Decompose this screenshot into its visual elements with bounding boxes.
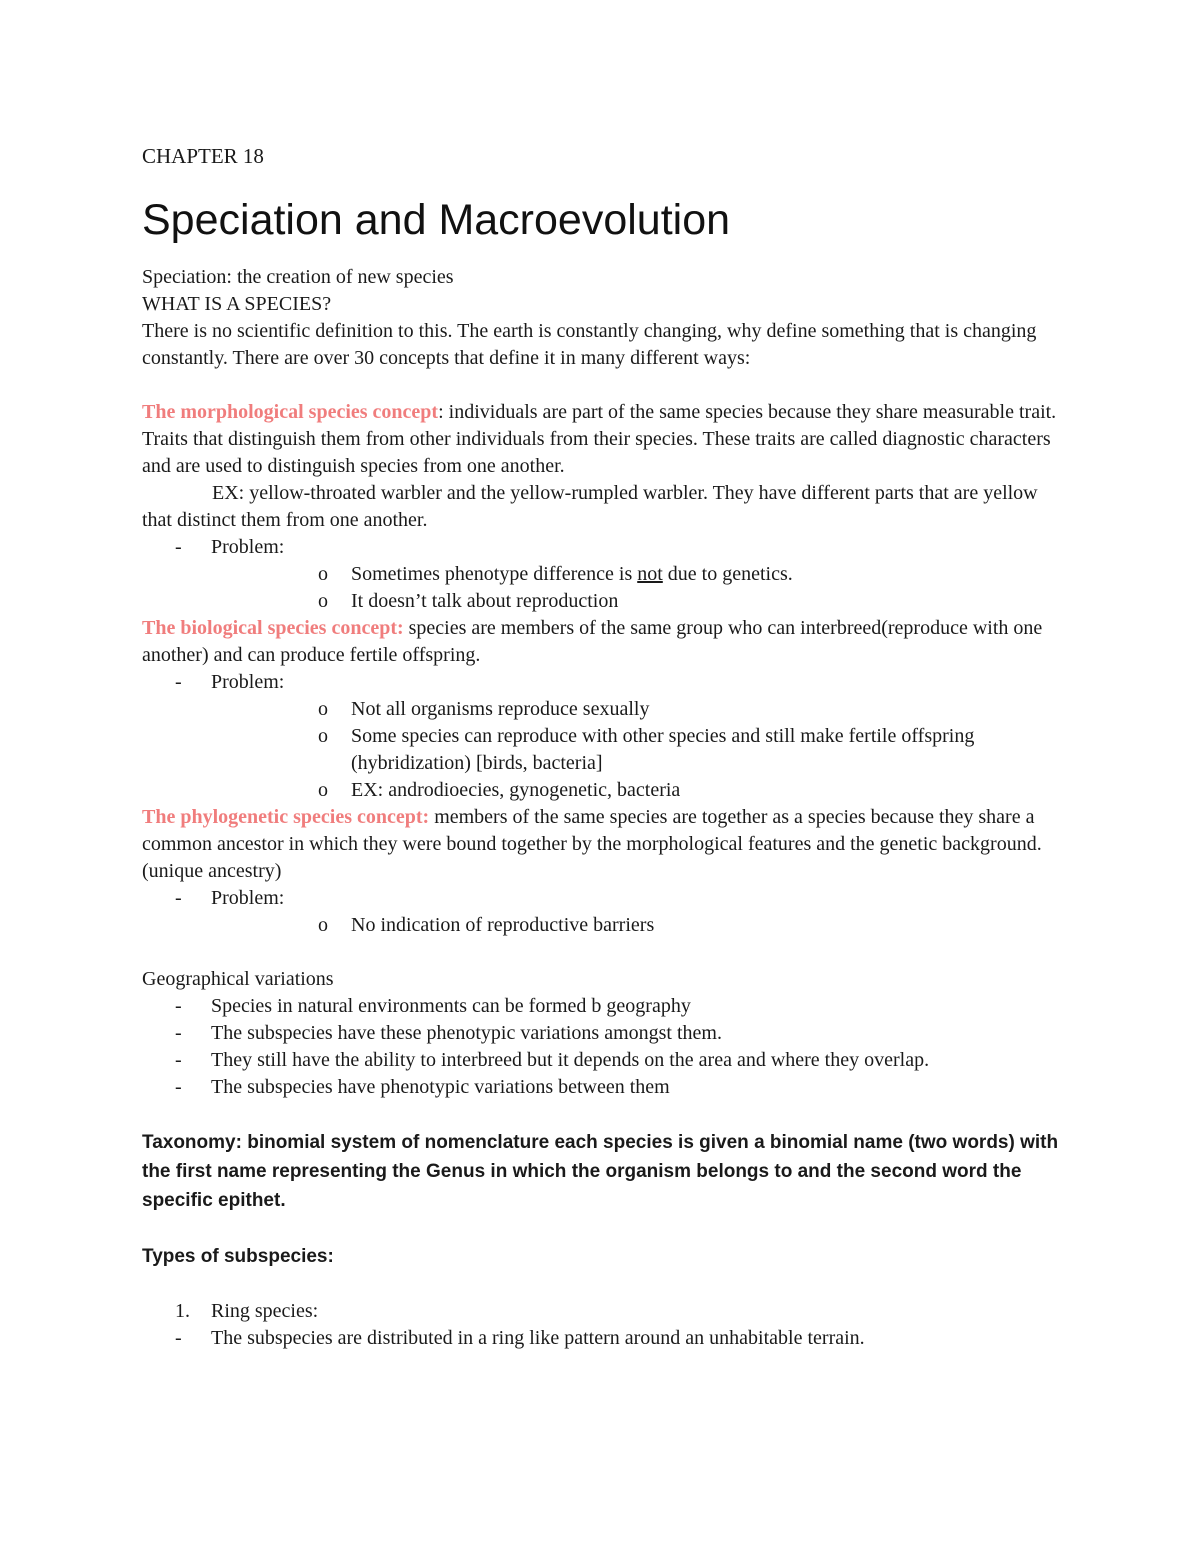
species-question: WHAT IS A SPECIES? [142,293,332,315]
morphological-text: individuals are part of the same species because they share measurable trait. Traits that distinguish them from other individuals from their species. These traits are called diagnostic characters and are used to distinguish species from one another. [142,401,1057,477]
taxonomy-paragraph: Taxonomy: binomial system of nomenclature each species is given a binomial name (two words) with the first name representing the Genus in which the organism belongs to and the second word the specific epithet. [142,1132,1059,1211]
subspecies-list [142,1298,1072,1325]
list-number: 1. [175,1300,190,1322]
phylogenetic-text: members of the same species are together as a species because they share a common ancestor in which they were bound together by the morphological features and the genetic background. (unique ancestry) [142,806,1042,882]
list-item: o It doesn’t talk about reproduction [211,588,1072,615]
problem-text: Sometimes phenotype difference is [351,563,638,585]
geographical-list [142,993,1072,1101]
phylogenetic-problems [142,885,1072,939]
problem-label: Problem: [211,536,285,558]
list-item: o No indication of reproductive barriers [211,912,1072,939]
emphasis-not: not [637,563,663,585]
list-item: o Some species can reproduce with other species and still make fertile offspring (hybridization) [birds, bacteria] [211,723,1072,777]
speciation-definition: Speciation: the creation of new species [142,266,454,288]
sub-list [211,696,1072,804]
document-content [142,141,1072,1352]
problem-label: Problem: [211,671,285,693]
chapter-label: CHAPTER 18 [142,144,264,168]
spacer [142,372,1072,399]
geographical-heading: Geographical variations [142,968,334,990]
spacer [142,1215,1072,1242]
sub-list [211,912,1072,939]
list-item [142,534,1072,615]
list-item [211,561,1072,588]
list-label: Ring species: [211,1300,319,1322]
morphological-paragraph [142,399,1072,480]
list-item [142,1298,1072,1325]
list-item [142,669,1072,804]
list-item: - Species in natural environments can be formed b geography [142,993,1072,1020]
list-item: o Not all organisms reproduce sexually [211,696,1072,723]
list-item: - The subspecies have phenotypic variations between them [142,1074,1072,1101]
biological-problems [142,669,1072,804]
subspecies-heading: Types of subspecies: [142,1246,334,1267]
list-item: - They still have the ability to interbreed but it depends on the area and where they overlap. [142,1047,1072,1074]
biological-heading: The biological species concept: [142,617,404,639]
problem-label: Problem: [211,887,285,909]
ring-species-details [142,1325,1072,1352]
list-item: o EX: androdioecies, gynogenetic, bacteria [211,777,1072,804]
morphological-sep: : [438,401,444,423]
morphological-example: EX: yellow-throated warbler and the yellow-rumpled warbler. They have different parts that are yellow that distinct them from one another. [142,482,1038,531]
problem-text: due to genetics. [662,563,793,585]
sub-list [211,561,1072,615]
list-item: - The subspecies are distributed in a ring like pattern around an unhabitable terrain. [142,1325,1072,1352]
phylogenetic-paragraph [142,804,1072,885]
spacer [142,1271,1072,1298]
biological-text: species are members of the same group who can interbreed(reproduce with one another) and can produce fertile offspring. [142,617,1043,666]
list-item [142,885,1072,939]
morphological-problems [142,534,1072,615]
list-item: - The subspecies have these phenotypic variations amongst them. [142,1020,1072,1047]
biological-paragraph [142,615,1072,669]
phylogenetic-heading: The phylogenetic species concept: [142,806,430,828]
page-title: Speciation and Macroevolution [142,196,731,244]
intro-paragraph: There is no scientific definition to this. The earth is constantly changing, why define something that is changing constantly. There are over 30 concepts that define it in many different ways: [142,320,1037,369]
morphological-heading: The morphological species concept [142,401,439,423]
spacer [142,939,1072,966]
spacer [142,1101,1072,1128]
